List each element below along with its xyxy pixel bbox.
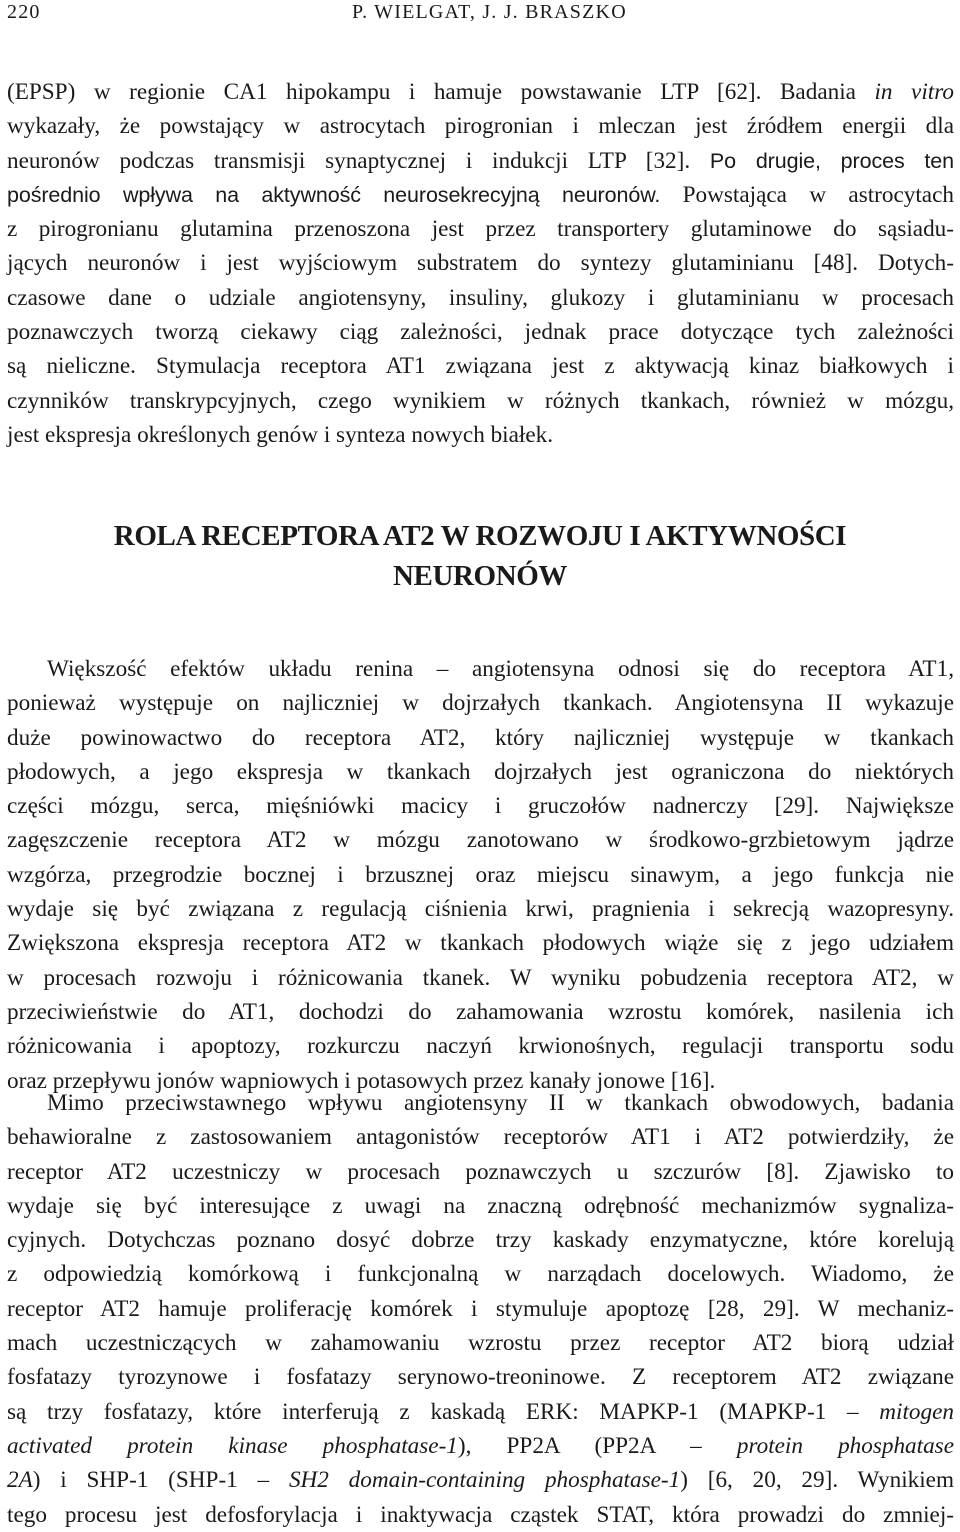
text-line: wzgórza, przegrodzie bocznej i brzusznej oraz miejscu sinawym, a jego funkcja nie bbox=[7, 861, 954, 888]
text-line: jest ekspresja określonych genów i synteza nowych białek. bbox=[7, 421, 554, 448]
text-line: behawioralne z zastosowaniem antagonistów receptorów AT1 i AT2 potwierdziły, że bbox=[7, 1124, 954, 1151]
header-authors: P. WIELGAT, J. J. BRASZKO bbox=[352, 1, 627, 23]
text-line: z odpowiedzią komórkową i funkcjonalną w narządach docelowych. Wiadomo, że bbox=[7, 1261, 954, 1288]
text-line: w procesach rozwoju i różnicowania tkanek. W wyniku pobudzenia receptora AT2, w bbox=[7, 964, 954, 991]
section-heading-line: NEURONÓW bbox=[392, 560, 568, 592]
text-line: przeciwieństwie do AT1, dochodzi do zahamowania wzrostu komórek, nasilenia ich bbox=[7, 998, 954, 1025]
paragraph-at2-overview bbox=[7, 652, 954, 1098]
text-line: części mózgu, serca, mięśniówki macicy i gruczołów nadnerczy [29]. Największe bbox=[7, 793, 954, 820]
running-header bbox=[7, 0, 953, 24]
text-line: czasowe dane o udziale angiotensyny, insuliny, glukozy i glutaminianu w procesach bbox=[7, 284, 954, 311]
text-line: są trzy fosfatazy, które interferują z kaskadą ERK: MAPKP-1 (MAPKP-1 – mitogen bbox=[7, 1398, 954, 1425]
paragraph-at2-behavioral bbox=[7, 1086, 954, 1532]
text-line: płodowych, a jego ekspresja w tkankach dojrzałych jest ograniczona do niektórych bbox=[7, 758, 954, 785]
text-line: wydaje się być związana z regulacją ciśnienia krwi, pragnienia i sekrecją wazopresyny. bbox=[7, 896, 954, 923]
text-line: cyjnych. Dotychczas poznano dosyć dobrze trzy kaskady enzymatyczne, które korelują bbox=[7, 1227, 954, 1254]
text-line: Zwiększona ekspresja receptora AT2 w tkankach płodowych wiąże się z jego udziałem bbox=[7, 930, 954, 957]
text-line: poznawczych tworzą ciekawy ciąg zależności, jednak prace dotyczące tych zależności bbox=[7, 319, 954, 346]
text-line: Większość efektów układu renina – angiotensyna odnosi się do receptora AT1, bbox=[47, 656, 954, 682]
text-line: są nieliczne. Stymulacja receptora AT1 związana jest z aktywacją kinaz białkowych i bbox=[7, 353, 954, 380]
text-line: zagęszczenie receptora AT2 w mózgu zanotowano w środkowo-grzbietowym jądrze bbox=[7, 827, 954, 854]
text-line: wydaje się być interesujące z uwagi na znaczną odrębność mechanizmów sygnaliza- bbox=[7, 1192, 954, 1219]
text-line: activated protein kinase phosphatase-1), PP2A (PP2A – protein phosphatase bbox=[7, 1432, 955, 1459]
text-line: fosfatazy tyrozynowe i fosfatazy serynowo-treoninowe. Z receptorem AT2 związane bbox=[7, 1364, 954, 1391]
text-line: (EPSP) w regionie CA1 hipokampu i hamuje powstawanie LTP [62]. Badania in vitro bbox=[7, 79, 954, 105]
text-line: jących neuronów i jest wyjściowym substratem do syntezy glutaminianu [48]. Dotych- bbox=[7, 250, 954, 277]
text-line: duże powinowactwo do receptora AT2, który najliczniej występuje w tkankach bbox=[7, 724, 954, 751]
text-line: z pirogronianu glutamina przenoszona jest przez transportery glutaminowe do sąsiadu- bbox=[7, 216, 954, 243]
text-line: oraz przepływu jonów wapniowych i potasowych przez kanały jonowe [16]. bbox=[7, 1067, 716, 1094]
text-line: 2A) i SHP-1 (SHP-1 – SH2 domain-containing phosphatase-1) [6, 20, 29]. Wynikiem bbox=[7, 1467, 955, 1494]
text-line: Mimo przeciwstawnego wpływu angiotensyny II w tkankach obwodowych, badania bbox=[47, 1090, 954, 1116]
text-line: czynników transkrypcyjnych, czego wynikiem w różnych tkankach, również w mózgu, bbox=[7, 387, 954, 414]
text-line: pośrednio wpływa na aktywność neurosekrecyjną neuronów. Powstająca w astrocytach bbox=[7, 181, 954, 208]
text-line: wykazały, że powstający w astrocytach pirogronian i mleczan jest źródłem energii dla bbox=[7, 113, 954, 140]
page-number: 220 bbox=[7, 1, 41, 23]
text-line: receptor AT2 hamuje proliferację komórek i stymuluje apoptozę [28, 29]. W mechaniz- bbox=[7, 1295, 954, 1322]
text-line: ponieważ występuje on najliczniej w dojrzałych tkankach. Angiotensyna II wykazuje bbox=[7, 690, 954, 717]
text-line: receptor AT2 uczestniczy w procesach poznawczych u szczurów [8]. Zjawisko to bbox=[7, 1158, 954, 1185]
text-line: mach uczestniczących w zahamowaniu wzrostu przez receptor AT2 biorą udział bbox=[7, 1330, 954, 1357]
text-line: różnicowania i apoptozy, rozkurczu naczyń krwionośnych, regulacji transportu sodu bbox=[7, 1033, 954, 1060]
text-line: neuronów podczas transmisji synaptycznej i indukcji LTP [32]. Po drugie, proces ten bbox=[7, 147, 954, 174]
text-line: tego procesu jest defosforylacja i inaktywacja cząstek STAT, która prowadzi do zmniej- bbox=[7, 1501, 954, 1528]
section-heading bbox=[0, 516, 960, 596]
section-heading-line: ROLA RECEPTORA AT2 W ROZWOJU I AKTYWNOŚCI bbox=[113, 520, 847, 552]
paragraph-continuation bbox=[7, 75, 954, 452]
